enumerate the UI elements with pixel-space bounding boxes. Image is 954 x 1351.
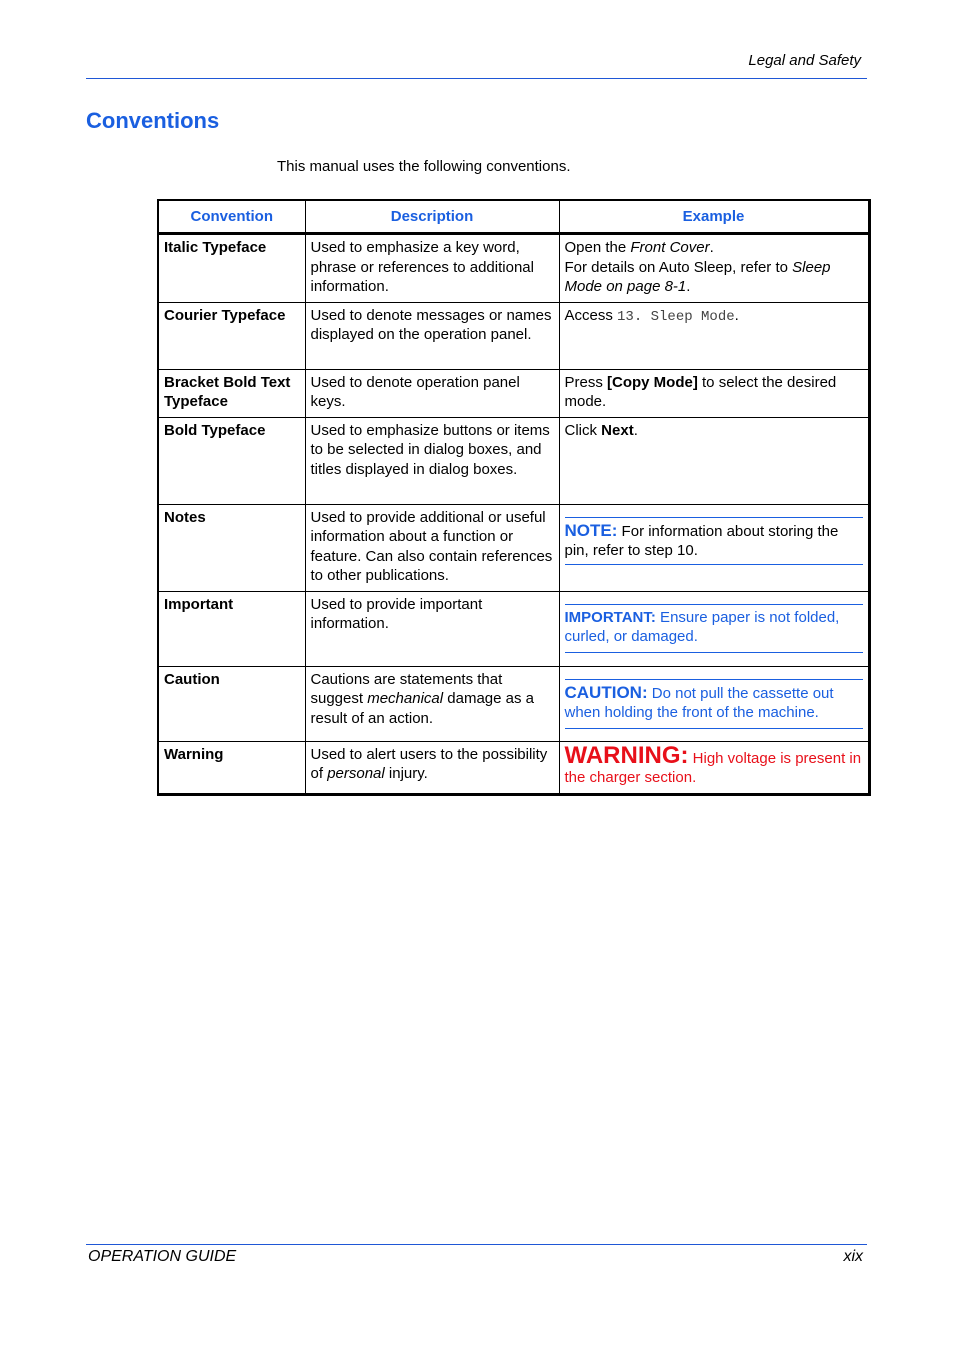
example-cell	[559, 234, 869, 303]
conventions-table	[157, 199, 871, 796]
table-row	[158, 591, 869, 666]
example-text: Press	[564, 373, 608, 391]
example-cell	[559, 741, 869, 794]
example-text: .	[734, 306, 739, 324]
note-text: For information about storing the pin, refer to step 10.	[564, 522, 839, 559]
example-courier: 13. Sleep Mode	[617, 308, 735, 325]
example-text: Open the	[564, 239, 631, 256]
important-text: Ensure paper is not folded, curled, or damaged.	[564, 608, 840, 645]
description-text: injury.	[384, 765, 428, 782]
example-cell	[559, 504, 869, 591]
note-label: NOTE:	[564, 520, 618, 540]
header-rule	[86, 78, 867, 79]
example-text: .	[633, 421, 638, 439]
example-italic: Sleep Mode on page 8-1	[564, 258, 831, 295]
description-cell: Used to denote messages or names displayed on the operation panel.	[305, 302, 559, 369]
convention-cell: Italic Typeface	[158, 234, 305, 303]
column-header-convention: Convention	[158, 200, 305, 234]
table-row	[158, 666, 869, 741]
description-cell: Used to emphasize buttons or items to be selected in dialog boxes, and titles displayed in dialog boxes.	[305, 417, 559, 504]
example-text: .	[709, 239, 714, 256]
convention-cell: Important	[158, 591, 305, 666]
example-cell	[559, 666, 869, 741]
page-number: xix	[843, 1248, 863, 1265]
example-text: Click	[564, 421, 602, 439]
example-cell	[559, 417, 869, 504]
table-header-row	[158, 200, 869, 234]
description-cell: Used to emphasize a key word, phrase or references to additional information.	[305, 234, 559, 303]
example-bold: Next	[601, 421, 634, 439]
footer-guide-title: OPERATION GUIDE	[88, 1248, 237, 1265]
footer-rule	[86, 1244, 867, 1245]
description-text: damage as a result of an action.	[310, 690, 534, 727]
column-header-description: Description	[305, 200, 559, 234]
convention-cell: Bold Typeface	[158, 417, 305, 504]
description-text: Used to alert users to the possibility of	[310, 745, 548, 782]
important-box	[565, 604, 863, 653]
description-cell: Used to provide important information.	[305, 591, 559, 666]
table-row	[158, 741, 869, 794]
table-row	[158, 369, 869, 417]
description-italic: mechanical	[367, 690, 444, 707]
description-italic: personal	[327, 765, 385, 782]
table-row	[158, 234, 869, 303]
caution-text: Do not pull the cassette out when holding the front of the machine.	[564, 684, 834, 721]
description-cell	[305, 666, 559, 741]
example-italic: Front Cover	[630, 239, 710, 256]
running-header: Legal and Safety	[748, 52, 861, 69]
note-box	[565, 517, 863, 565]
caution-label: CAUTION:	[564, 682, 648, 702]
convention-cell: Warning	[158, 741, 305, 794]
example-cell	[559, 369, 869, 417]
description-cell: Used to denote operation panel keys.	[305, 369, 559, 417]
warning-label: WARNING:	[564, 741, 689, 769]
example-text: to select the desired mode.	[564, 373, 837, 410]
table-row	[158, 417, 869, 504]
convention-cell: Courier Typeface	[158, 302, 305, 369]
example-text: .	[686, 278, 691, 295]
description-cell	[305, 741, 559, 794]
example-cell	[559, 591, 869, 666]
important-label: IMPORTANT:	[564, 608, 656, 626]
column-header-example: Example	[559, 200, 869, 234]
warning-text: High voltage is present in the charger section.	[564, 749, 862, 786]
table-row	[158, 302, 869, 369]
example-text: For details on Auto Sleep, refer to	[564, 258, 793, 276]
example-cell	[559, 302, 869, 369]
description-text: Cautions are statements that suggest	[310, 670, 503, 707]
page-title: Conventions	[86, 108, 220, 133]
example-bold: [Copy Mode]	[607, 373, 698, 391]
example-text: Access	[564, 306, 618, 324]
caution-box	[565, 679, 863, 729]
description-cell: Used to provide additional or useful information about a function or feature. Can also contain references to other publications.	[305, 504, 559, 591]
table-row	[158, 504, 869, 591]
intro-text: This manual uses the following conventions.	[277, 158, 571, 175]
convention-cell: Bracket Bold Text Typeface	[158, 369, 305, 417]
convention-cell: Notes	[158, 504, 305, 591]
convention-cell: Caution	[158, 666, 305, 741]
